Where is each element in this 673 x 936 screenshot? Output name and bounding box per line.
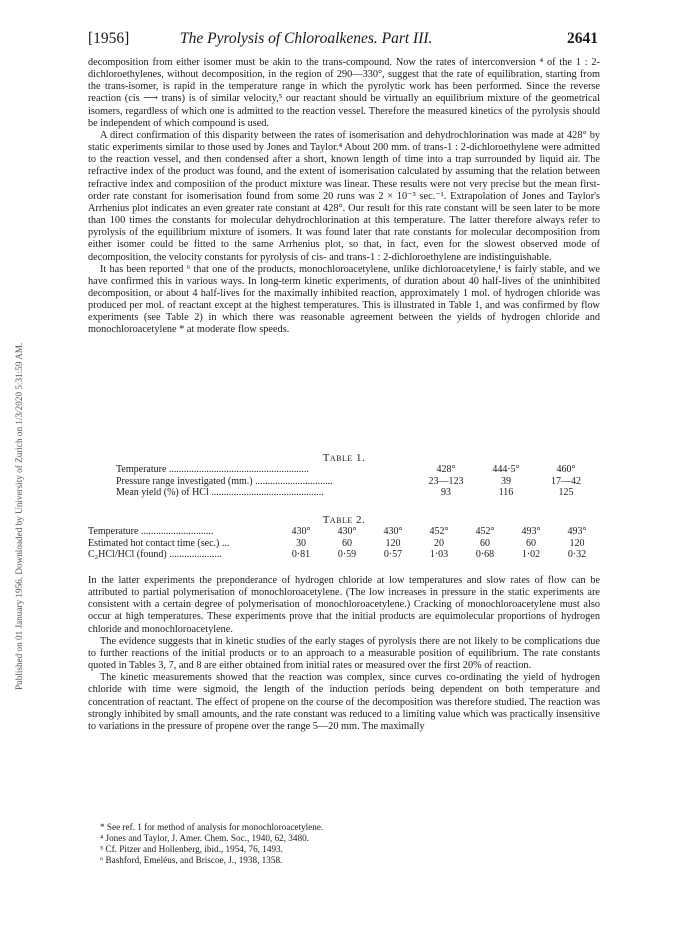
table-row [88, 526, 600, 538]
table-1 [88, 452, 600, 499]
table-row [116, 476, 596, 488]
table-cell: 0·59 [337, 549, 357, 560]
paragraph: It has been reported ⁶ that one of the products, monochloroacetylene, unlike dichloroacetylene,¹ is fairly stable, and we have confirmed this in various ways. In long-term kinetic experiments, of duration about 40 half-lives of the uninhibited decomposition, or about 4 half-lives for the maximally inhibited reaction, approximately 1 mol. of hydrogen chloride was produced per mol. of reactant except at the highest temperatures. This is illustrated in Table 1, and was confirmed by flow experiments (see Table 2) in which there was reasonable agreement between the yields of hydrogen chloride and monochloroacetylene * at moderate flow speeds. [88, 263, 600, 336]
footnote: ⁶ Bashford, Emeléus, and Briscoe, J., 1938, 1358. [100, 854, 283, 865]
table-cell: 60 [480, 537, 490, 549]
table-cell: 1·03 [429, 549, 449, 560]
table-cell: 1·02 [521, 549, 541, 560]
paragraph: A direct confirmation of this disparity between the rates of isomerisation and dehydrochlorination was made at 428° by static experiments similar to those used by Jones and Taylor.⁴ About 200 mm. of trans-1 : 2-dichloroethylene were admitted to the reaction vessel, and then condensed after a short, known length of time into a trap surrounded by liquid air. The refractive index of the product was found, and the extent of isomerisation calculated by assuming that the relation between refractive index and composition of the product mixture was linear. These results were not very precise but the mean first-order rate constant for isomerisation found from some 20 runs was 2 × 10⁻³ sec.⁻¹. Extrapolation of Jones and Taylor's Arrhenius plot indicates an even greater rate constant at 428°. Our result for this rate constant will be seen later to be more than 100 times the constants for molecular dehydrochlorination at this temperature. The latter therefore always refer to pyrolysis of the equilibrium mixture of isomers. It was found later that rate constants for molecular decomposition from either isomer could be fitted to the same Arrhenius plot, so that, in fact, even for the slowest observed mode of decomposition, the velocity constants for pyrolysis of cis- and trans-1 : 2-dichloroethylene are indistinguishable. [88, 129, 600, 263]
table-cell: 0·32 [567, 549, 587, 560]
table-2-grid [88, 526, 600, 561]
running-header [88, 30, 598, 50]
download-watermark [0, 130, 22, 690]
footnote: ⁴ Jones and Taylor, J. Amer. Chem. Soc., 1940, 62, 3480. [100, 832, 309, 843]
table-cell: 120 [569, 537, 585, 549]
table-cell: 30 [296, 537, 306, 549]
table-cell: 125 [558, 487, 574, 498]
table-row [88, 538, 600, 550]
body-text-top [88, 57, 600, 337]
table-row [116, 487, 596, 499]
table-cell: 452° [475, 526, 495, 537]
paragraph: decomposition from either isomer must be akin to the trans-compound. Now the rates of interconversion ⁴ of the 1 : 2-dichloroethylenes, without decomposition, in the region of 290—330°, suggest that the rate of equilibration, starting from the trans-isomer, is rapid in the temperature range in which the pyrolytic work has been performed. Since the reverse reaction (cis ⟶ trans) is of similar velocity,⁵ our reactant should be virtually an equilibrium mixture of the geometrical isomers, regardless of which one is admitted to the reaction vessel. Therefore the measured kinetics of the pyrolysis should be independent of which compound is used. [88, 57, 600, 129]
table-cell: 116 [498, 487, 514, 498]
footnote: ⁵ Cf. Pitzer and Hollenberg, ibid., 1954, 76, 1493. [100, 843, 283, 854]
table-row [116, 464, 596, 476]
header-year: [1956] [88, 30, 130, 47]
table-cell: 430° [291, 526, 311, 537]
row-label: Mean yield (%) of HCl ............................................. [116, 487, 324, 498]
table-cell: 0·68 [475, 549, 495, 560]
table-cell: 17—42 [551, 475, 581, 487]
footnote: * See ref. 1 for method of analysis for monochloroacetylene. [100, 822, 324, 832]
paragraph: In the latter experiments the preponderance of hydrogen chloride at low temperatures and slow rates of flow can be attributed to partial polymerisation of monochloroacetylene. (The low increases in pressure in the static experiments are consistent with a certain degree of polymerisation of monochloroacetylene.) Cracking of monochloroacetylene must also occur at high temperatures. These experiments prove that the initial products are equimolecular proportions of hydrogen chloride and monochloroacetylene. [88, 575, 600, 635]
table-cell: 60 [526, 537, 536, 549]
table-cell: 430° [383, 526, 403, 537]
table-cell: 60 [342, 537, 352, 549]
paragraph: The kinetic measurements showed that the reaction was complex, since curves co-ordinating the yield of hydrogen chloride with time were sigmoid, the length of the induction periods being dependent on both temperature and concentration of reactant. The effect of propene on the course of the decomposition was therefore studied. The reaction was strongly inhibited by small amounts, and the rate constant was reduced to a limiting value which was practically insensitive to variations in the pressure of propene over the range 5—20 mm. The maximally [88, 672, 600, 732]
table-cell: 20 [434, 537, 444, 549]
body-text-bottom [88, 575, 600, 733]
table-cell: 493° [567, 526, 587, 537]
table-cell: 39 [501, 475, 511, 487]
paragraph: The evidence suggests that in kinetic studies of the early stages of pyrolysis there are not likely to be complications due to further reactions of the initial products or to an approach to a measurable position of equilibrium. The rate constants quoted in Tables 3, 7, and 8 are either obtained from initial rates or measured over the first 20% of reaction. [88, 635, 600, 672]
table-row [88, 549, 600, 561]
table-cell: 23—123 [428, 475, 464, 487]
table-2 [88, 514, 600, 561]
table-cell: 93 [441, 487, 451, 498]
header-title: The Pyrolysis of Chloroalkenes. Part III. [180, 30, 433, 47]
table-cell: 452° [429, 526, 449, 537]
row-label: C₂HCl/HCl (found) ..................... [88, 549, 222, 560]
row-label: Temperature ............................. [88, 526, 214, 537]
download-watermark-text: Published on 01 January 1956. Downloaded by University of Zurich on 1/3/2020 5:31:59 AM. [14, 342, 24, 690]
table-1-caption: Table 1. [322, 452, 366, 464]
table-2-caption: Table 2. [322, 514, 366, 526]
table-cell: 460° [556, 464, 576, 475]
table-cell: 120 [385, 537, 401, 549]
page-number: 2641 [567, 30, 598, 47]
table-cell: 444·5° [492, 464, 520, 475]
table-cell: 0·57 [383, 549, 403, 560]
table-cell: 493° [521, 526, 541, 537]
row-label: Estimated hot contact time (sec.) ... [88, 537, 230, 549]
table-1-grid [116, 464, 596, 499]
row-label: Temperature ........................................................ [116, 464, 309, 475]
table-cell: 0·81 [291, 549, 311, 560]
table-cell: 430° [337, 526, 357, 537]
table-cell: 428° [436, 464, 456, 475]
footnotes [100, 822, 590, 866]
row-label: Pressure range investigated (mm.) ............................... [116, 475, 333, 487]
